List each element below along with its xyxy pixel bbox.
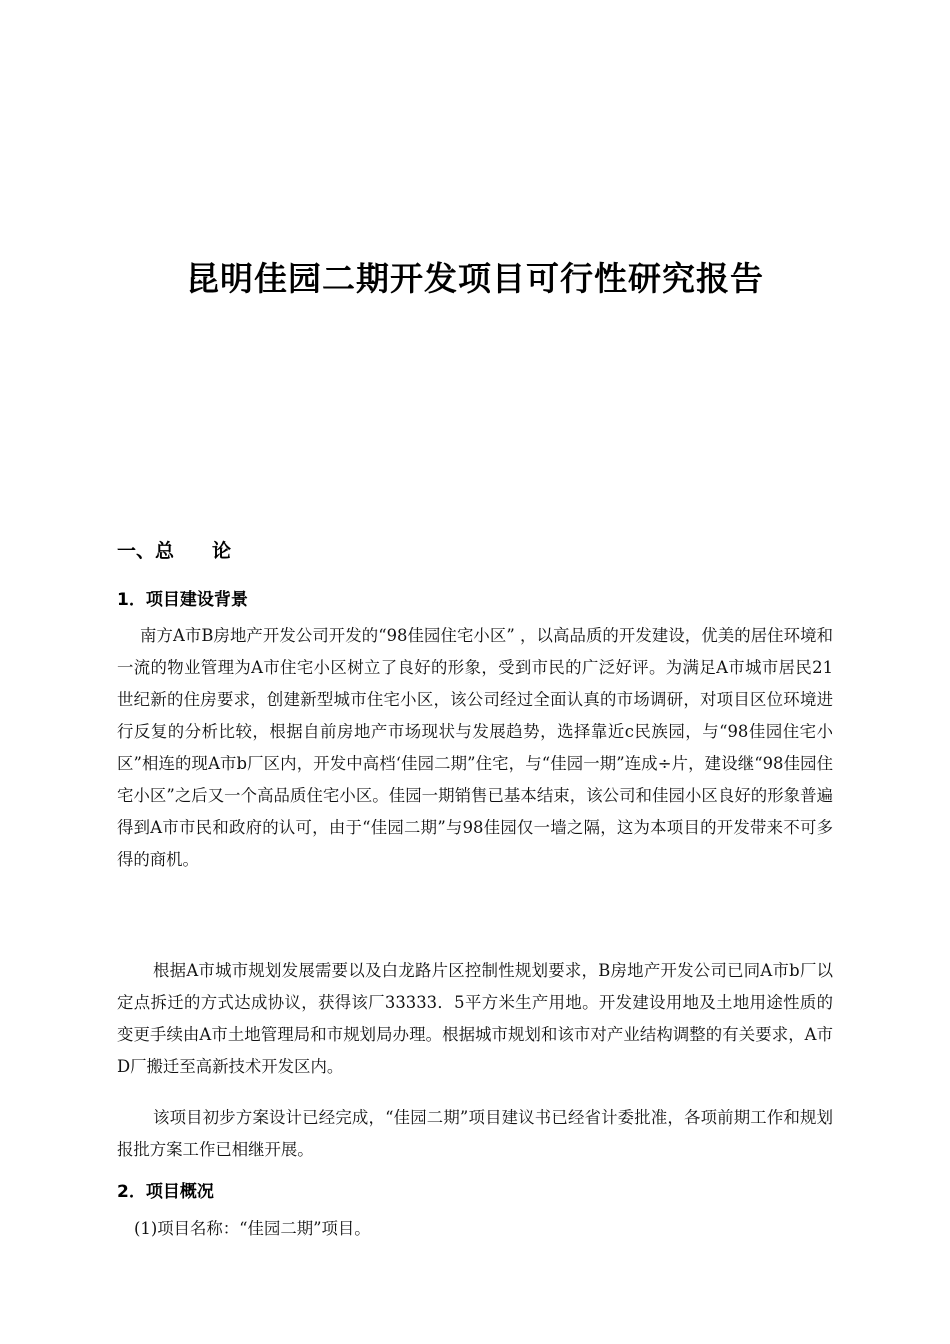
document-title: 昆明佳园二期开发项目可行性研究报告 [186,259,764,298]
subsection-heading-background: 1．项目建设背景 [117,590,248,610]
background-paragraph-3: 该项目初步方案设计已经完成，“佳园二期”项目建议书已经省计委批准，各项前期工作和规划报批方案工作已相继开展。 [117,1108,833,1159]
overview-item-project-name: (1)项目名称：“佳园二期”项目。 [134,1219,371,1238]
background-paragraph-1: 南方A市B房地产开发公司开发的“98佳园住宅小区” ，以高品质的开发建设，优美的居住环境和一流的物业管理为A市住宅小区树立了良好的形象，受到市民的广泛好评。为满足A市城市居民21世纪新的住房要求，创建新型城市住宅小区，该公司经过全面认真的市场调研，对项目区位环境进行反复的分析比较，根据自前房地产市场现状与发展趋势，选择靠近c民族园，与“98佳园住宅小区”相连的现A市b厂区内，开发中高档‘佳园二期”住宅，与“佳园一期”连成÷片，建设继“98佳园住宅小区”之后又一个高品质住宅小区。佳园一期销售已基本结束，该公司和佳园小区良好的形象普遍得到A市市民和政府的认可，由于“佳园二期”与98佳园仅一墙之隔，这为本项目的开发带来不可多得的商机。 [117,626,833,869]
background-paragraph-2: 根据A市城市规划发展需要以及白龙路片区控制性规划要求，B房地产开发公司已同A市b厂以定点拆迁的方式达成协议，获得该厂33333．5平方米生产用地。开发建设用地及土地用途性质的变更手续由A市土地管理局和市规划局办理。根据城市规划和该市对产业结构调整的有关要求，A市D厂搬迁至高新技术开发区内。 [117,961,833,1076]
section-heading-general: 一、总 论 [117,540,232,562]
subsection-heading-overview: 2．项目概况 [117,1182,214,1202]
